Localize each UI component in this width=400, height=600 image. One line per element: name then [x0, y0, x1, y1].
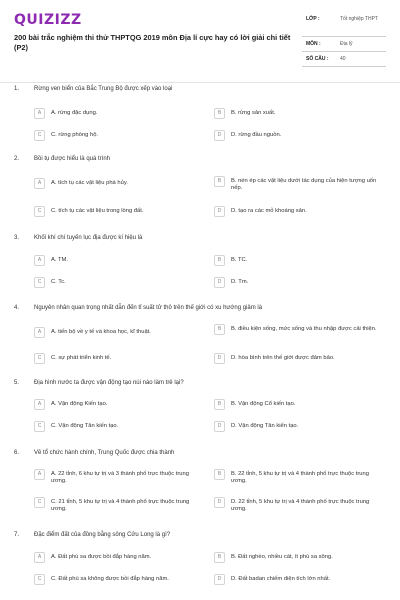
option-letter-box: A	[34, 255, 45, 266]
option-a[interactable]	[34, 178, 206, 191]
option-text: A. Vận động Kiến tạo.	[51, 401, 108, 407]
option-text: C. tích tụ các vật liệu trong lòng đất.	[51, 208, 144, 214]
option-b[interactable]	[214, 552, 386, 565]
option-text: D. Đất badan chiếm diện tích lớn nhất.	[231, 576, 331, 582]
meta-count-row	[302, 52, 386, 67]
option-letter-box: B	[214, 552, 225, 563]
option-text: C. Đất phù sa không được bồi đắp hàng năm.	[51, 576, 169, 582]
option-text: D. hòa bình trên thế giới được đảm bảo.	[231, 355, 335, 361]
option-c[interactable]	[34, 277, 206, 290]
question-text: Bồi tụ được hiểu là quá trình	[34, 156, 110, 162]
option-c[interactable]	[34, 130, 206, 143]
option-letter-box: D	[214, 574, 225, 585]
option-c[interactable]	[34, 353, 206, 366]
option-text: B. Đất nghèo, nhiều cát, ít phù sa sông.	[231, 554, 333, 560]
option-letter-box: A	[34, 399, 45, 410]
option-b[interactable]	[214, 255, 386, 268]
option-letter-box: C	[34, 277, 45, 288]
option-letter-box: D	[214, 497, 225, 508]
option-text: B. Vận động Cổ kiến tạo.	[231, 401, 296, 407]
option-text: A. Đất phù sa được bồi đắp hàng năm.	[51, 554, 152, 560]
option-letter-box: A	[34, 108, 45, 119]
worksheet-header	[0, 0, 400, 82]
option-c[interactable]	[34, 574, 206, 587]
option-d[interactable]	[214, 421, 386, 434]
option-b[interactable]	[214, 324, 386, 344]
option-d[interactable]	[214, 277, 386, 290]
worksheet-meta	[302, 12, 386, 67]
option-text: A. TM.	[51, 257, 68, 263]
option-text: D. rừng đầu nguồn.	[231, 132, 282, 138]
option-text: D. Tm.	[231, 279, 249, 285]
question-text: Đặc điểm đất của đồng bằng sông Cửu Long là gì?	[34, 532, 171, 538]
meta-count-value: 40	[340, 56, 346, 62]
option-letter-box: A	[34, 469, 45, 480]
option-letter-box: C	[34, 421, 45, 432]
option-c[interactable]	[34, 421, 206, 434]
option-text: A. 22 tỉnh, 6 khu tự trị và 3 thành phố trực thuộc trung ương.	[51, 471, 189, 485]
option-a[interactable]	[34, 255, 206, 268]
option-letter-box: D	[214, 353, 225, 364]
question-number: 5.	[14, 380, 20, 386]
quizizz-logo: QUIZIZZ	[14, 12, 82, 28]
option-letter-box: D	[214, 277, 225, 288]
question-number: 7.	[14, 532, 20, 538]
option-a[interactable]	[34, 469, 206, 489]
option-letter-box: D	[214, 130, 225, 141]
option-b[interactable]	[214, 469, 386, 489]
option-a[interactable]	[34, 552, 206, 565]
option-letter-box: B	[214, 324, 225, 335]
question-text: Về tổ chức hành chính, Trung Quốc được chia thành	[34, 450, 175, 456]
worksheet-title: 200 bài trắc nghiệm thi thử THPTQG 2019 môn Địa lí cực hay có lời giải chi tiết (P2)	[14, 33, 291, 52]
option-text: B. rừng sản xuất.	[231, 110, 276, 116]
option-text: A. rừng đặc dụng.	[51, 110, 98, 116]
option-letter-box: A	[34, 178, 45, 189]
option-b[interactable]	[214, 108, 386, 121]
meta-subject-value: Địa lý	[340, 41, 353, 47]
question-text: Rừng ven biển của Bắc Trung Bộ được xếp vào loại	[34, 86, 173, 92]
option-b[interactable]	[214, 176, 386, 196]
option-letter-box: C	[34, 130, 45, 141]
option-text: D. 22 tỉnh, 5 khu tự trị và 4 thành phố trực thuộc trung ương.	[231, 499, 370, 513]
option-letter-box: C	[34, 574, 45, 585]
option-letter-box: A	[34, 552, 45, 563]
option-letter-box: C	[34, 206, 45, 217]
question-text: Nguyên nhân quan trọng nhất dẫn đến tỉ suất tử thô trên thế giới có xu hướng giảm là	[34, 305, 263, 311]
question-number: 3.	[14, 235, 20, 241]
header-divider	[0, 82, 400, 83]
option-d[interactable]	[214, 574, 386, 587]
question-text: Địa hình nước ta được vận động tạo núi nào làm trẻ lại?	[34, 380, 184, 386]
option-d[interactable]	[214, 497, 386, 517]
question-number: 2.	[14, 156, 20, 162]
question-text: Khối khí chí tuyến lục địa được kí hiệu là	[34, 235, 143, 241]
option-a[interactable]	[34, 108, 206, 121]
option-letter-box: B	[214, 176, 225, 187]
option-text: D. Vận động Tân kiến tạo.	[231, 423, 299, 429]
question-number: 1.	[14, 86, 20, 92]
question-number: 4.	[14, 305, 20, 311]
meta-grade-row	[302, 12, 386, 37]
option-text: B. TC.	[231, 257, 248, 263]
option-c[interactable]	[34, 497, 206, 517]
option-text: D. tạo ra các mỏ khoáng sản.	[231, 208, 307, 214]
option-letter-box: C	[34, 353, 45, 364]
option-text: A. tiến bộ về y tế và khoa học, kĩ thuật.	[51, 329, 151, 335]
option-letter-box: B	[214, 108, 225, 119]
option-text: B. điều kiện sống, mức sống và thu nhập được cải thiện.	[231, 326, 377, 332]
option-text: B. nén ép các vật liệu dưới tác dụng của hiện tượng uốn nếp.	[231, 178, 377, 192]
option-b[interactable]	[214, 399, 386, 412]
option-text: C. sự phát triển kinh tế.	[51, 355, 112, 361]
question-number: 6.	[14, 450, 20, 456]
meta-subject-row	[302, 37, 386, 52]
option-c[interactable]	[34, 206, 206, 219]
option-letter-box: D	[214, 421, 225, 432]
option-text: C. 21 tỉnh, 5 khu tự trị và 4 thành phố trực thuộc trung ương.	[51, 499, 190, 513]
option-d[interactable]	[214, 130, 386, 143]
option-letter-box: B	[214, 469, 225, 480]
option-a[interactable]	[34, 327, 206, 340]
meta-subject-label: MÔN :	[306, 41, 321, 47]
option-letter-box: B	[214, 255, 225, 266]
option-text: C. Tc.	[51, 279, 66, 285]
option-a[interactable]	[34, 399, 206, 412]
option-d[interactable]	[214, 353, 386, 366]
meta-count-label: SỐ CÂU :	[306, 56, 329, 62]
meta-grade-value: Tốt nghiệp THPT	[340, 16, 378, 22]
option-letter-box: D	[214, 206, 225, 217]
option-d[interactable]	[214, 206, 386, 219]
meta-grade-label: LỚP :	[306, 16, 320, 22]
option-letter-box: B	[214, 399, 225, 410]
option-text: B. 22 tỉnh, 5 khu tự trị và 4 thành phố trực thuộc trung ương.	[231, 471, 369, 485]
option-letter-box: C	[34, 497, 45, 508]
option-text: C. rừng phòng hộ.	[51, 132, 99, 138]
option-text: C. Vận động Tân kiến tạo.	[51, 423, 119, 429]
option-letter-box: A	[34, 327, 45, 338]
option-text: A. tích tụ các vật liệu phá hủy.	[51, 180, 128, 186]
